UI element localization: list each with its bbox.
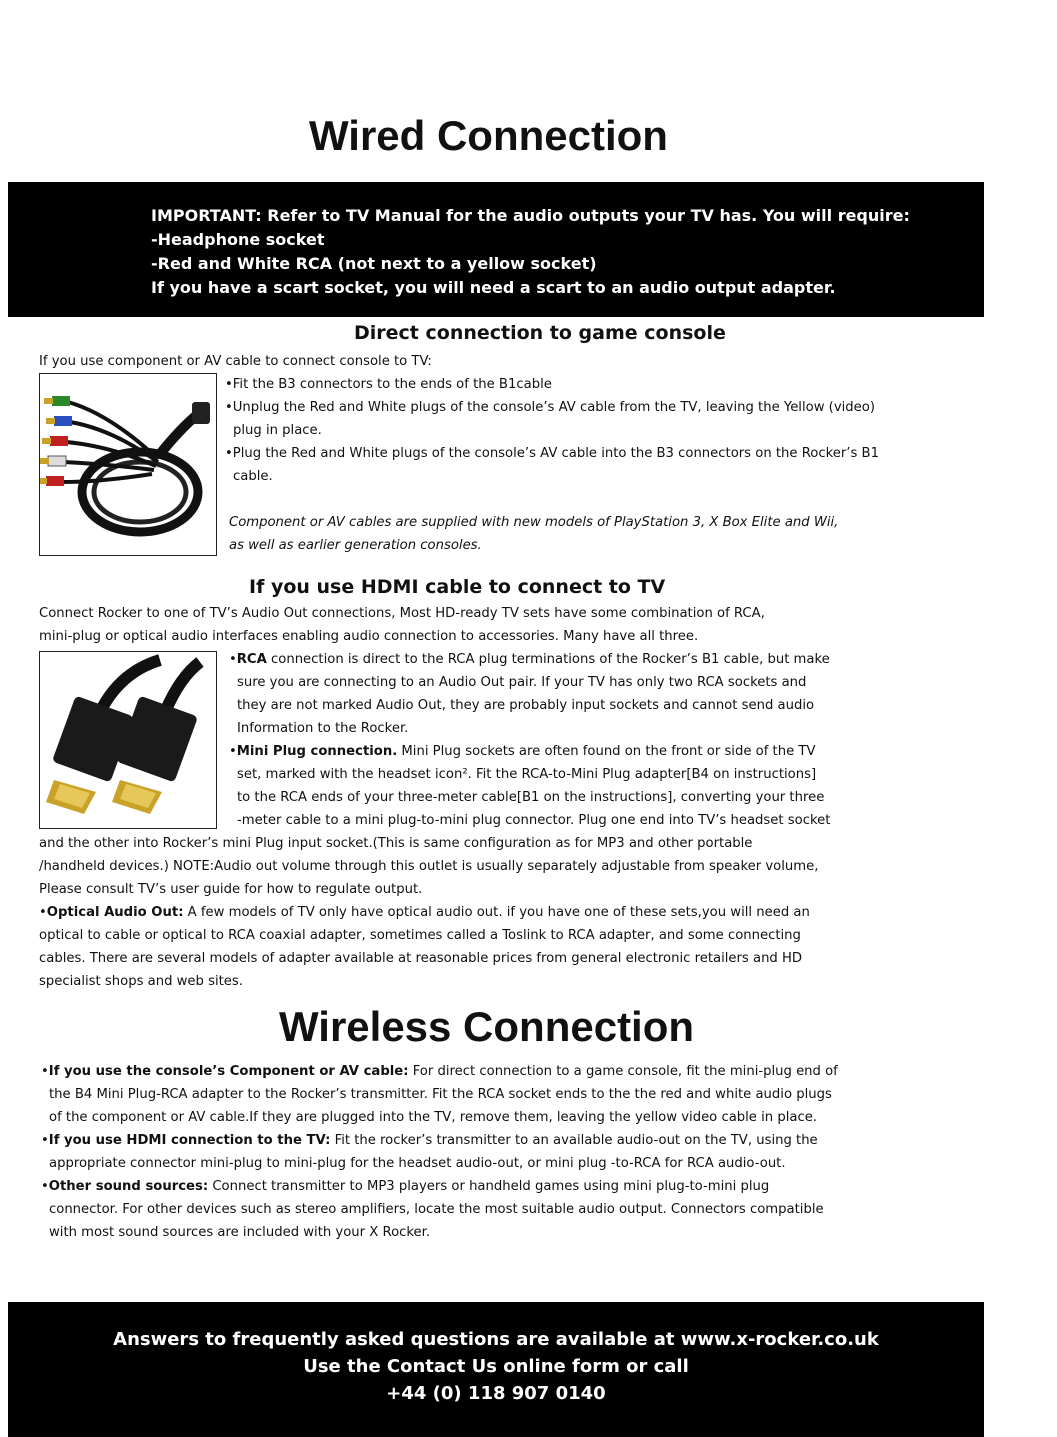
footer-faq-line: Answers to frequently asked questions are available at www.x-rocker.co.uk: [113, 1329, 879, 1350]
mini-plug-line-4: -meter cable to a mini plug-to-mini plug connector. Plug one end into TV’s headset socket: [237, 813, 831, 828]
mini-plug-bullet-line: •Mini Plug connection. Mini Plug sockets are often found on the front or side of the TV: [229, 744, 816, 759]
mini-plug-cont-1: and the other into Rocker’s mini Plug input socket.(This is same configuration as for MP3 and other portable: [39, 836, 753, 851]
wireless-bullet-3-line-2: connector. For other devices such as stereo amplifiers, locate the most suitable audio output. Connectors compatible: [49, 1202, 824, 1217]
optical-line-2: optical to cable or optical to RCA coaxial adapter, sometimes called a Toslink to RCA adapter, and some connecting: [39, 928, 801, 943]
direct-bullet-2-cont: plug in place.: [233, 423, 322, 438]
av-cable-illustration: [40, 374, 216, 555]
hdmi-heading: If you use HDMI cable to connect to TV: [249, 576, 666, 598]
important-line: If you have a scart socket, you will need a scart to an audio output adapter.: [151, 278, 836, 297]
hdmi-cable-illustration: [40, 652, 216, 828]
important-notice-box: [8, 182, 984, 317]
important-line: -Red and White RCA (not next to a yellow socket): [151, 254, 597, 273]
rca-label: RCA: [236, 652, 267, 667]
av-cable-image: [39, 373, 217, 556]
rca-line-2: sure you are connecting to an Audio Out pair. If your TV has only two RCA sockets and: [237, 675, 807, 690]
hdmi-intro-1: Connect Rocker to one of TV’s Audio Out connections, Most HD-ready TV sets have some combination of RCA,: [39, 606, 765, 621]
direct-bullet-2: •Unplug the Red and White plugs of the console’s AV cable from the TV, leaving the Yellow (video): [225, 400, 875, 415]
mini-plug-cont-3: Please consult TV’s user guide for how to regulate output.: [39, 882, 423, 897]
optical-line-3: cables. There are several models of adapter available at reasonable prices from general electronic retailers and HD: [39, 951, 803, 966]
footer-contact-line: Use the Contact Us online form or call: [303, 1356, 689, 1377]
footer-phone: +44 (0) 118 907 0140: [386, 1383, 606, 1404]
important-line: IMPORTANT: Refer to TV Manual for the audio outputs your TV has. You will require:: [151, 206, 910, 225]
direct-bullet-3-cont: cable.: [233, 469, 273, 484]
wireless-bullet-1-line-3: of the component or AV cable.If they are plugged into the TV, remove them, leaving the yellow video cable in place.: [49, 1110, 818, 1125]
hdmi-intro-2: mini-plug or optical audio interfaces enabling audio connection to accessories. Many have all three.: [39, 629, 699, 644]
mini-plug-label: Mini Plug connection.: [236, 744, 398, 759]
direct-intro: If you use component or AV cable to connect console to TV:: [39, 354, 432, 369]
mini-plug-line-3: to the RCA ends of your three-meter cable[B1 on the instructions], converting your three: [237, 790, 825, 805]
optical-line-4: specialist shops and web sites.: [39, 974, 243, 989]
direct-bullet-1: •Fit the B3 connectors to the ends of the B1cable: [225, 377, 552, 392]
wireless-bullet-3: •Other sound sources: Connect transmitter to MP3 players or handheld games using mini plug-to-mini plug: [41, 1179, 770, 1194]
wireless-bullet-2-label: If you use HDMI connection to the TV:: [48, 1133, 331, 1148]
hdmi-cable-image: [39, 651, 217, 829]
important-line: -Headphone socket: [151, 230, 325, 249]
wireless-bullet-3-label: Other sound sources:: [48, 1179, 209, 1194]
direct-note-1: Component or AV cables are supplied with new models of PlayStation 3, X Box Elite and Wii,: [229, 515, 839, 530]
wireless-bullet-2: •If you use HDMI connection to the TV: Fit the rocker’s transmitter to an available audio-out on the TV, using the: [41, 1133, 818, 1148]
wireless-bullet-2-line-2: appropriate connector mini-plug to mini-plug for the headset audio-out, or mini plug -to-RCA for RCA audio-out.: [49, 1156, 786, 1171]
wireless-connection-title: Wireless Connection: [279, 1003, 695, 1050]
rca-line-4: Information to the Rocker.: [237, 721, 409, 736]
rca-bullet-line: •RCA connection is direct to the RCA plug terminations of the Rocker’s B1 cable, but make: [229, 652, 830, 667]
wireless-bullet-1-line-2: the B4 Mini Plug-RCA adapter to the Rocker’s transmitter. Fit the RCA socket ends to the the red and white audio plugs: [49, 1087, 832, 1102]
direct-connection-heading: Direct connection to game console: [354, 322, 726, 344]
mini-plug-line-2: set, marked with the headset icon². Fit the RCA-to-Mini Plug adapter[B4 on instructions]: [237, 767, 817, 782]
optical-label: Optical Audio Out:: [46, 905, 184, 920]
direct-note-2: as well as earlier generation consoles.: [229, 538, 482, 553]
footer-box: [8, 1302, 984, 1437]
direct-bullet-3: •Plug the Red and White plugs of the console’s AV cable into the B3 connectors on the Rocker’s B1: [225, 446, 879, 461]
rca-line-3: they are not marked Audio Out, they are probably input sockets and cannot send audio: [237, 698, 815, 713]
optical-bullet-line: •Optical Audio Out: A few models of TV only have optical audio out. if you have one of these sets,you will need an: [39, 905, 810, 920]
mini-plug-cont-2: /handheld devices.) NOTE:Audio out volume through this outlet is usually separately adjustable from speaker volume,: [39, 859, 819, 874]
wireless-bullet-1-label: If you use the console’s Component or AV cable:: [48, 1064, 409, 1079]
wired-connection-title: Wired Connection: [309, 112, 668, 159]
wireless-bullet-3-line-3: with most sound sources are included with your X Rocker.: [49, 1225, 431, 1240]
wireless-bullet-1: •If you use the console’s Component or AV cable: For direct connection to a game console, fit the mini-plug end of: [41, 1064, 838, 1079]
